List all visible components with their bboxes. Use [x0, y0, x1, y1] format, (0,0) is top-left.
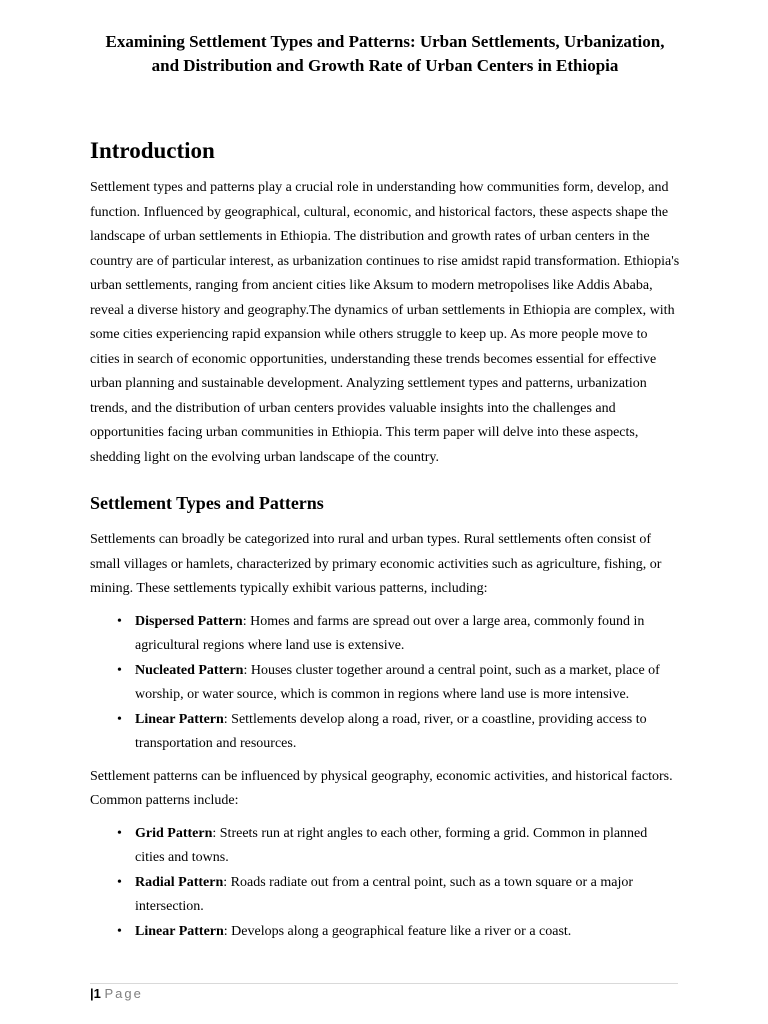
list-item-term: Linear Pattern [135, 923, 224, 939]
document-title: Examining Settlement Types and Patterns: Urban Settlements, Urbanization, and Distribution and Growth Rate of Urban Centers in Ethiopia [105, 32, 665, 75]
settlement-patterns-intro: Settlement patterns can be influenced by physical geography, economic activities, and historical factors. Common patterns include: [90, 768, 673, 808]
list-item-text: : Develops along a geographical feature like a river or a coast. [223, 923, 572, 939]
page-number: 1 [93, 986, 101, 1001]
introduction-paragraph: Settlement types and patterns play a crucial role in understanding how communities form, develop, and function. Influenced by geographical, cultural, economic, and historical factors, these aspects shape the landscape of urban settlements in Ethiopia. The distribution and growth rates of urban centers in the country are of particular interest, as urbanization continues to rise amidst rapid transformation. Ethiopia's urban settlements, ranging from ancient cities like Aksum to modern metropolises like Addis Ababa, reveal a diverse history and geography.The dynamics of urban settlements in Ethiopia are complex, with some cities experiencing rapid expansion while others struggle to keep up. As more people move to cities in search of economic opportunities, understanding these trends becomes essential for effective urban planning and sustainable development. Analyzing settlement types and patterns, urbanization trends, and the distribution of urban centers provides valuable insights into the challenges and opportunities facing urban communities in Ethiopia. This term paper will delve into these aspects, shedding light on the evolving urban landscape of the country. [90, 180, 680, 465]
settlement-types-heading: Settlement Types and Patterns [90, 493, 324, 513]
list-item-text: : Settlements develop along a road, river, or a coastline, providing access to transportation and resources. [135, 711, 647, 751]
list-item-term: Grid Pattern [135, 825, 213, 841]
list-item-text: : Homes and farms are spread out over a large area, commonly found in agricultural regions where land use is extensive. [135, 613, 645, 653]
list-item [135, 659, 680, 708]
footer-separator: | [90, 986, 94, 1001]
list-item-term: Radial Pattern [135, 874, 224, 890]
list-item [135, 610, 680, 659]
list-item-term: Nucleated Pattern [135, 662, 244, 678]
list-item-term: Linear Pattern [135, 711, 224, 727]
list-item-term: Dispersed Pattern [135, 613, 243, 629]
introduction-heading: Introduction [90, 138, 215, 163]
settlement-types-intro: Settlements can broadly be categorized into rural and urban types. Rural settlements often consist of small villages or hamlets, characterized by primary economic activities such as agriculture, fishing, or mining. These settlements typically exhibit various patterns, including: [90, 532, 662, 596]
list-item [135, 920, 680, 945]
document-page [90, 30, 680, 952]
list-item-text: : Houses cluster together around a central point, such as a market, place of worship, or water source, which is common in regions where land use is more intensive. [135, 662, 660, 702]
rural-patterns-list [90, 610, 680, 757]
list-item [135, 822, 680, 871]
list-item [135, 871, 680, 920]
list-item-text: : Roads radiate out from a central point, such as a town square or a major intersection. [135, 874, 634, 914]
list-item [135, 708, 680, 757]
page-footer [90, 983, 678, 1001]
list-item-text: : Streets run at right angles to each other, forming a grid. Common in planned cities and towns. [135, 825, 648, 865]
common-patterns-list [90, 822, 680, 945]
page-label: Page [104, 986, 143, 1001]
